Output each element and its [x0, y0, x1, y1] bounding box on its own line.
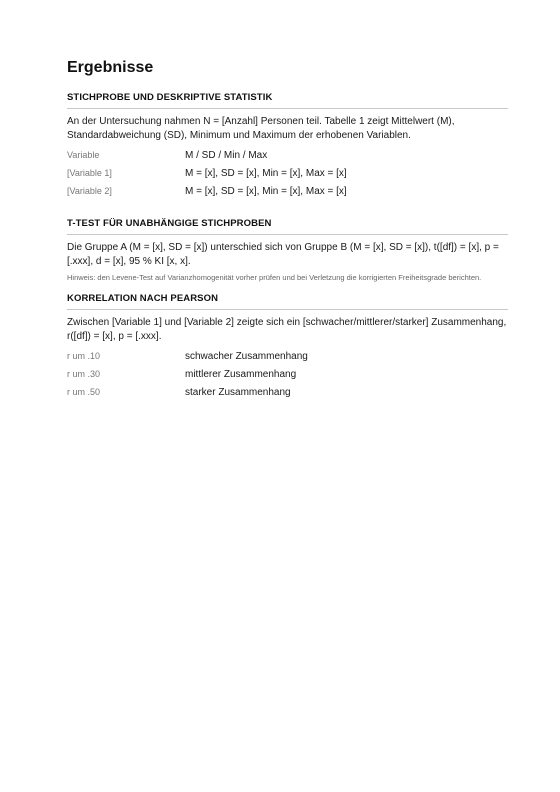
- section-heading-descriptive: STICHPROBE UND DESKRIPTIVE STATISTIK: [67, 92, 508, 109]
- table-row: [67, 182, 347, 200]
- row-value: M = [x], SD = [x], Min = [x], Max = [x]: [185, 185, 347, 197]
- row-value: schwacher Zusammenhang: [185, 350, 308, 362]
- row-key: r um .30: [67, 369, 101, 379]
- section-descriptive: [67, 92, 508, 200]
- section-heading-pearson: KORRELATION NACH PEARSON: [67, 293, 508, 310]
- pearson-paragraph: Zwischen [Variable 1] und [Variable 2] zeigte sich ein [schwacher/mittlerer/starker] Zusammenhang, r([df]) = [x], p = [.xxx].: [67, 317, 507, 342]
- row-key: [Variable 1]: [67, 168, 112, 178]
- table-row: [67, 146, 347, 164]
- ttest-note: Hinweis: den Levene-Test auf Varianzhomogenität vorher prüfen und bei Verletzung die korrigierten Freiheitsgrade berichten.: [67, 273, 482, 282]
- table-row: [67, 164, 347, 182]
- descriptive-paragraph: An der Untersuchung nahmen N = [Anzahl] Personen teil. Tabelle 1 zeigt Mittelwert (M), Standardabweichung (SD), Minimum und Maximum der erhobenen Variablen.: [67, 116, 455, 141]
- descriptive-table: [67, 146, 347, 200]
- section-ttest: [67, 218, 508, 283]
- row-key: r um .50: [67, 387, 101, 397]
- row-key: [Variable 2]: [67, 186, 112, 196]
- ttest-paragraph: Die Gruppe A (M = [x], SD = [x]) unterschied sich von Gruppe B (M = [x], SD = [x]), t([df]) = [x], p = [.xxx], d = [x], 95 % KI [x, x].: [67, 242, 499, 267]
- page-title: Ergebnisse: [67, 59, 154, 76]
- section-pearson: [67, 293, 508, 401]
- row-value: mittlerer Zusammenhang: [185, 368, 297, 380]
- section-spacer: [67, 283, 508, 293]
- row-value: M / SD / Min / Max: [185, 149, 268, 161]
- table-row: [67, 383, 308, 401]
- table-row: [67, 347, 308, 365]
- row-value: M = [x], SD = [x], Min = [x], Max = [x]: [185, 167, 347, 179]
- row-key: r um .10: [67, 351, 101, 361]
- section-spacer: [67, 200, 508, 218]
- section-heading-ttest: T-TEST FÜR UNABHÄNGIGE STICHPROBEN: [67, 218, 508, 235]
- row-key: Variable: [67, 150, 100, 160]
- row-value: starker Zusammenhang: [185, 386, 291, 398]
- pearson-table: [67, 347, 308, 401]
- table-row: [67, 365, 308, 383]
